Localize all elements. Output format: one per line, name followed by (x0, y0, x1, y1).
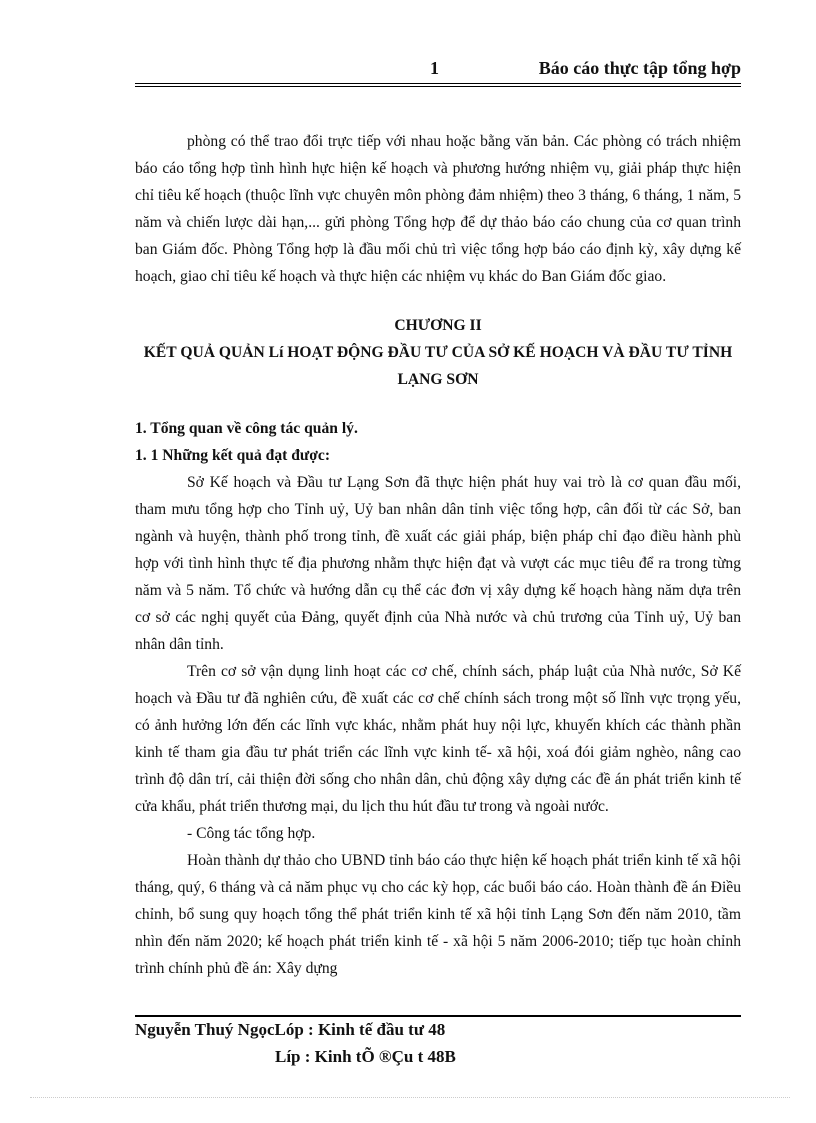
chapter-title: KẾT QUẢ QUẢN Lí HOẠT ĐỘNG ĐẦU TƯ CỦA SỞ KẾ HOẠCH VÀ ĐẦU TƯ TỈNH LẠNG SƠN (143, 344, 733, 388)
chapter-number: CHƯƠNG II (394, 317, 482, 334)
body-paragraph: Trên cơ sở vận dụng linh hoạt các cơ chế, chính sách, pháp luật của Nhà nước, Sở Kế hoạch và Đầu tư đã nghiên cứu, đề xuất các cơ chế chính sách trong một số lĩnh vực trọng yếu, có ảnh hưởng lớn đến các lĩnh vực khác, nhằm phát huy nội lực, khuyến khích các thành phần kinh tế tham gia đầu tư phát triển các lĩnh vực kinh tế- xã hội, xoá đói giảm nghèo, nâng cao trình độ dân trí, cải thiện đời sống cho nhân dân, chủ động xây dựng các đề án phát triển kinh tế cửa khẩu, phát triển thương mại, du lịch thu hút đầu tư trong và ngoài nước. (135, 663, 741, 815)
page-body (135, 128, 741, 982)
running-title: Báo cáo thực tập tổng hợp (538, 58, 741, 78)
footer-author-class: Nguyễn Thuý NgọcLóp : Kinh tế đầu tư 48 (135, 1020, 446, 1039)
body-paragraph: Sở Kế hoạch và Đầu tư Lạng Sơn đã thực hiện phát huy vai trò là cơ quan đầu mối, tham mưu tổng hợp cho Tỉnh uỷ, Uỷ ban nhân dân tỉnh việc tổng hợp, cân đối từ các Sở, ban ngành và huyện, thành phố trong tỉnh, đề xuất các giải pháp, biện pháp chỉ đạo điều hành phù hợp với tình hình thực tế địa phương nhằm thực hiện đạt và vượt các mục tiêu để ra trong từng năm và 5 năm. Tổ chức và hướng dẫn cụ thể các đơn vị xây dựng kế hoạch hàng năm dựa trên cơ sở các nghị quyết của Đảng, quyết định của Nhà nước và chủ trương của Tỉnh uỷ, Uỷ ban nhân dân tỉnh. (135, 474, 741, 653)
page-bottom-divider (30, 1097, 790, 1098)
page-header (135, 56, 741, 82)
footer-rule (135, 1015, 741, 1017)
body-paragraph: - Công tác tổng hợp. (187, 825, 316, 842)
body-paragraph: Hoàn thành dự thảo cho UBND tỉnh báo cáo thực hiện kế hoạch phát triển kinh tế xã hội tháng, quý, 6 tháng và cả năm phục vụ cho các kỳ họp, các buổi báo cáo. Hoàn thành đề án Điều chỉnh, bổ sung quy hoạch tổng thể phát triển kinh tế xã hội tỉnh Lạng Sơn đến năm 2010, tầm nhìn đến năm 2020; kế hoạch phát triển kinh tế - xã hội 5 năm 2006-2010; tiếp tục hoàn chỉnh trình chính phủ đề án: Xây dựng (135, 852, 741, 977)
intro-paragraph: phòng có thể trao đổi trực tiếp với nhau hoặc bằng văn bản. Các phòng có trách nhiệm báo cáo tổng hợp tình hình hực hiện kế hoạch và phương hướng nhiệm vụ, giải pháp thực hiện chỉ tiêu kế hoạch (thuộc lĩnh vực chuyên môn phòng đảm nhiệm) theo 3 tháng, 6 tháng, 1 năm, 5 năm và chiến lược dài hạn,... gửi phòng Tổng hợp để dự thảo báo cáo chung của cơ quan trình ban Giám đốc. Phòng Tổng hợp là đầu mối chủ trì việc tổng hợp báo cáo định kỳ, xây dựng kế hoạch, giao chỉ tiêu kế hoạch và thực hiện các nhiệm vụ khác do Ban Giám đốc giao. (135, 133, 741, 285)
section-heading-1: 1. Tổng quan về công tác quản lý. (135, 420, 358, 437)
page-number: 1 (430, 58, 439, 78)
footer-class: Líp : Kinh tÕ ®Çu t 48B (275, 1047, 456, 1066)
header-rule (135, 83, 741, 87)
section-heading-1-1: 1. 1 Những kết quả đạt được: (135, 447, 331, 464)
